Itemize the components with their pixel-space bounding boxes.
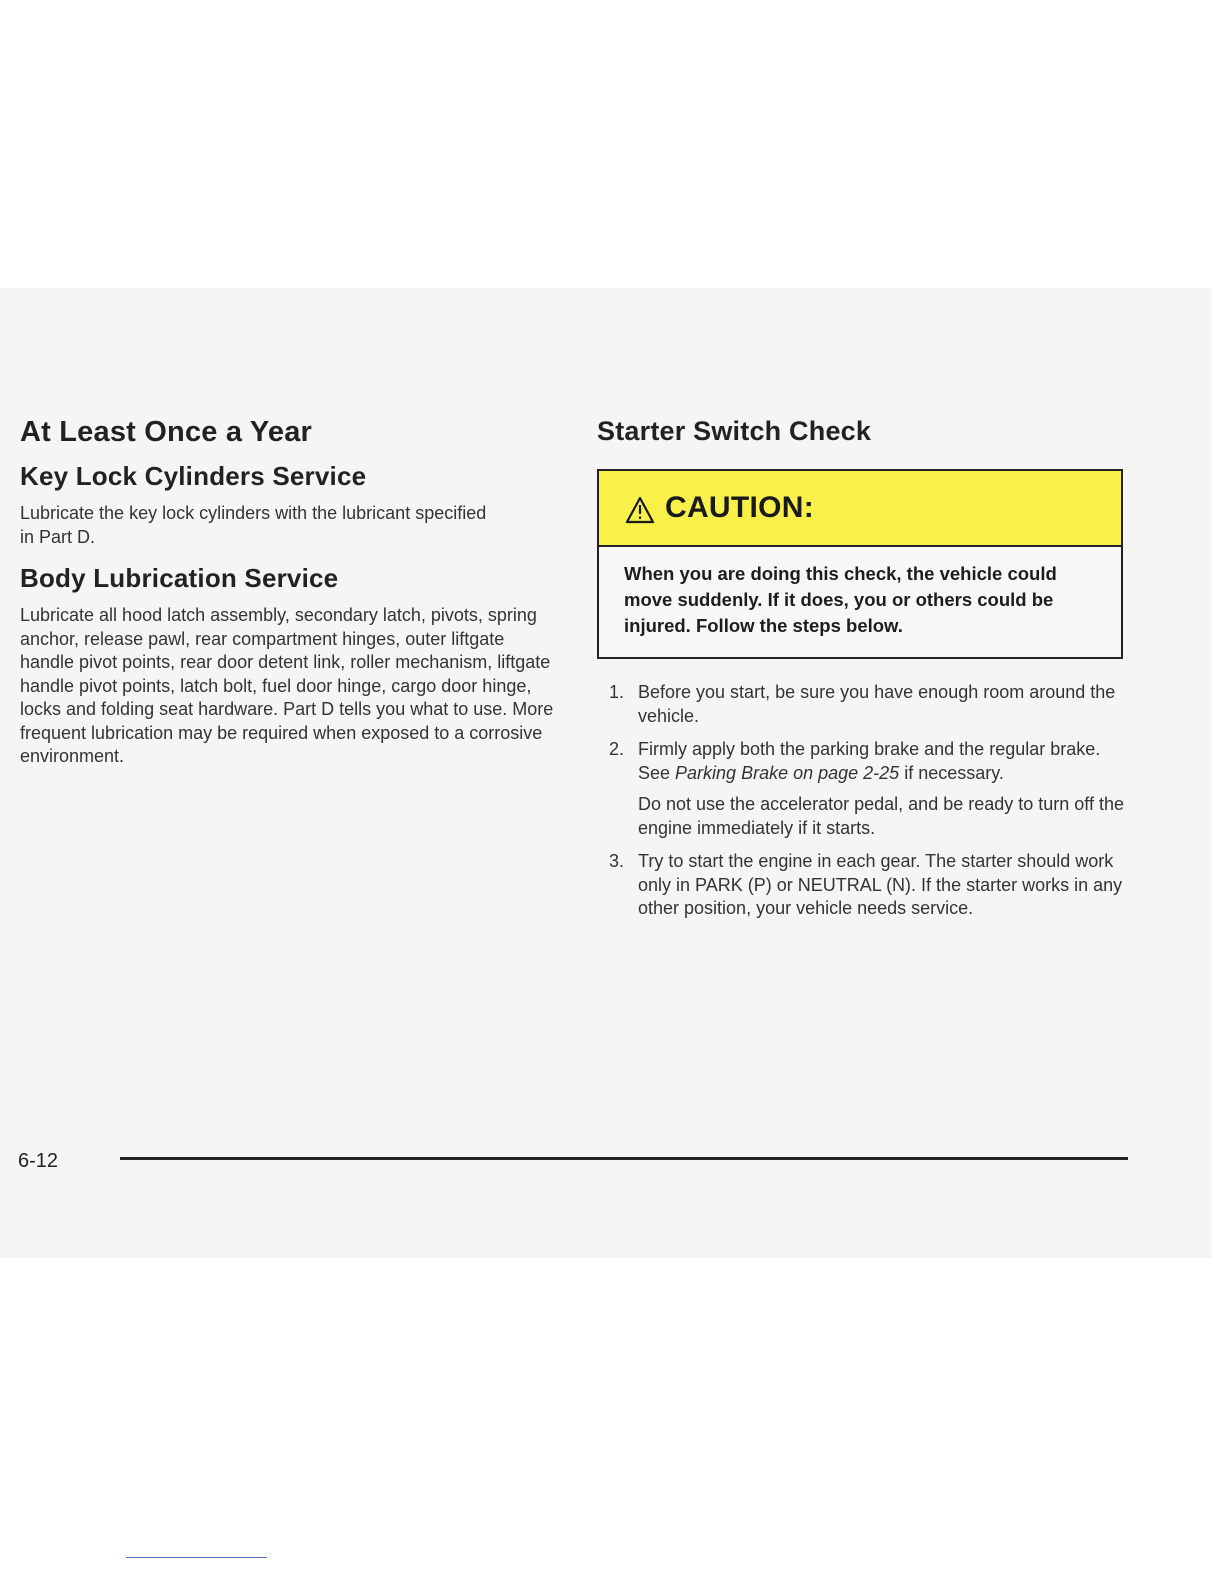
caution-title: CAUTION: — [665, 491, 815, 524]
step-text — [638, 738, 1129, 785]
section-title-starter: Starter Switch Check — [597, 416, 872, 446]
list-item — [597, 681, 1129, 728]
step-text: Before you start, be sure you have enough room around the vehicle. — [638, 682, 1116, 726]
body-lube-text: Lubricate all hood latch assembly, secondary latch, pivots, spring anchor, release pawl, rear compartment hinges, outer liftgate handle pivot points, rear door detent link, roller mechanism, liftgate handle pivot points, latch bolt, fuel door hinge, cargo door hinge, locks and folding seat hardware. Part D tells you what to use. More frequent lubrication may be required when exposed to a corrosive environment. — [20, 605, 554, 766]
key-lock-text: Lubricate the key lock cylinders with the lubricant specified in Part D. — [20, 503, 487, 547]
footer-divider — [120, 1157, 1128, 1160]
step-text: Try to start the engine in each gear. The starter should work only in PARK (P) or NEUTRAL (N). If the starter works in any other position, your vehicle needs service. — [638, 851, 1123, 918]
caution-box — [597, 469, 1123, 659]
steps-list — [597, 681, 1129, 921]
step-extra-text: Do not use the accelerator pedal, and be ready to turn off the engine immediately if it starts. — [638, 794, 1124, 838]
caution-text: When you are doing this check, the vehicle could move suddenly. If it does, you or others could be injured. Follow the steps below. — [624, 563, 1057, 636]
step-text-end: if necessary. — [899, 762, 1004, 783]
page-reference-link[interactable]: Parking Brake on page 2-25 — [675, 762, 900, 783]
key-lock-heading: Key Lock Cylinders Service — [20, 461, 367, 491]
body-lube-heading: Body Lubrication Service — [20, 563, 339, 593]
link-underline — [126, 1557, 267, 1558]
section-title-annual: At Least Once a Year — [20, 416, 313, 448]
right-column — [597, 416, 1129, 931]
step-number: 2. — [609, 739, 625, 759]
list-item — [597, 850, 1129, 921]
caution-header — [599, 471, 1121, 547]
step-number: 1. — [609, 682, 625, 702]
warning-triangle-icon — [625, 496, 655, 524]
step-number: 3. — [609, 851, 625, 871]
page-number: 6-12 — [18, 1150, 59, 1172]
left-column — [20, 416, 565, 783]
list-item — [597, 738, 1129, 840]
step-text-start: Firmly apply both the parking brake and the regular brake. See — [638, 739, 1101, 783]
